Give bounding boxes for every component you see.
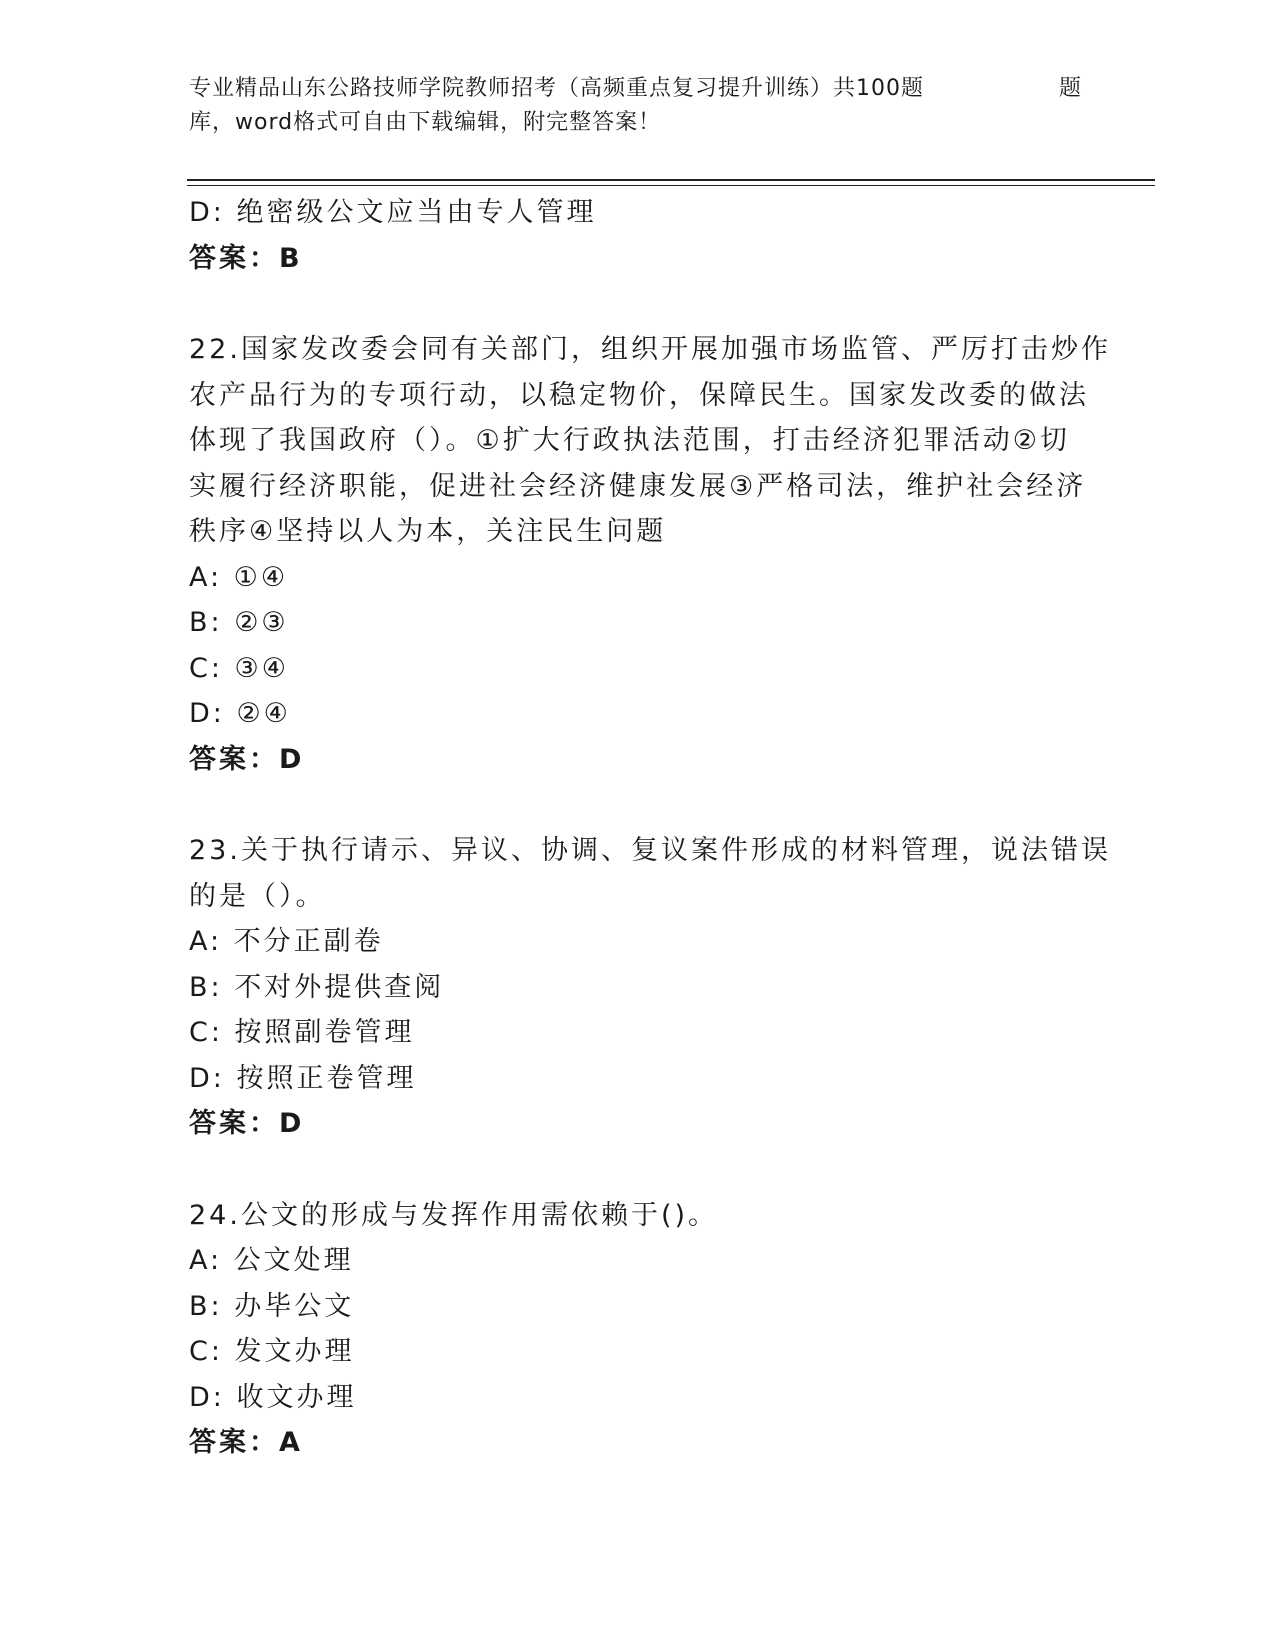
page-header <box>189 72 1089 140</box>
header-title: 专业精品山东公路技师学院教师招考（高频重点复习提升训练）共100题 <box>189 76 924 101</box>
spacer <box>189 782 1089 828</box>
question-22-stem: 实履行经济职能，促进社会经济健康发展③严格司法，维护社会经济 <box>189 470 1087 502</box>
question-23 <box>189 828 1111 1147</box>
question-22-stem: 秩序④坚持以人为本，关注民生问题 <box>189 516 667 547</box>
spacer <box>189 281 1089 327</box>
question-22-stem: 农产品行为的专项行动，以稳定物价，保障民生。国家发改委的做法 <box>189 379 1089 411</box>
header-title-tail: 题 <box>1059 76 1083 101</box>
question-content <box>189 190 1111 1466</box>
question-24-answer: 答案：A <box>189 1427 303 1458</box>
question-22 <box>189 327 1111 782</box>
spacer <box>189 1147 1089 1193</box>
question-24-option-d: D: 收文办理 <box>189 1381 357 1413</box>
question-22-option-d: D: ②④ <box>189 698 291 729</box>
question-23-option-d: D: 按照正卷管理 <box>189 1062 417 1094</box>
header-rule-thick <box>187 179 1155 181</box>
question-24-option-b: B: 办毕公文 <box>189 1290 355 1322</box>
header-line-1 <box>189 72 1089 106</box>
header-line-2: 库，word格式可自由下载编辑，附完整答案！ <box>189 110 662 135</box>
question-24-stem: 24.公文的形成与发挥作用需依赖于()。 <box>189 1199 719 1231</box>
question-22-option-b: B: ②③ <box>189 607 289 638</box>
question-23-option-c: C: 按照副卷管理 <box>189 1017 415 1048</box>
question-24-option-a: A: 公文处理 <box>189 1245 354 1276</box>
header-rule-thin <box>187 185 1155 186</box>
question-24-option-c: C: 发文办理 <box>189 1336 355 1367</box>
question-22-stem: 体现了我国政府（）。①扩大行政执法范围，打击经济犯罪活动②切 <box>189 425 1070 456</box>
question-23-answer: 答案：D <box>189 1108 305 1139</box>
question-22-option-a: A: ①④ <box>189 561 289 593</box>
prev-option-d: D: 绝密级公文应当由专人管理 <box>189 197 597 228</box>
question-23-stem: 的是（）。 <box>189 880 326 912</box>
question-24 <box>189 1193 1089 1466</box>
question-22-option-c: C: ③④ <box>189 652 289 684</box>
question-23-option-a: A: 不分正副卷 <box>189 926 384 957</box>
question-23-stem: 23.关于执行请示、异议、协调、复议案件形成的材料管理，说法错误 <box>189 835 1111 866</box>
question-23-option-b: B: 不对外提供查阅 <box>189 971 445 1003</box>
question-22-stem: 22.国家发改委会同有关部门，组织开展加强市场监管、严厉打击炒作 <box>189 334 1111 365</box>
question-22-answer: 答案：D <box>189 743 305 775</box>
prev-answer: 答案：B <box>189 242 303 274</box>
